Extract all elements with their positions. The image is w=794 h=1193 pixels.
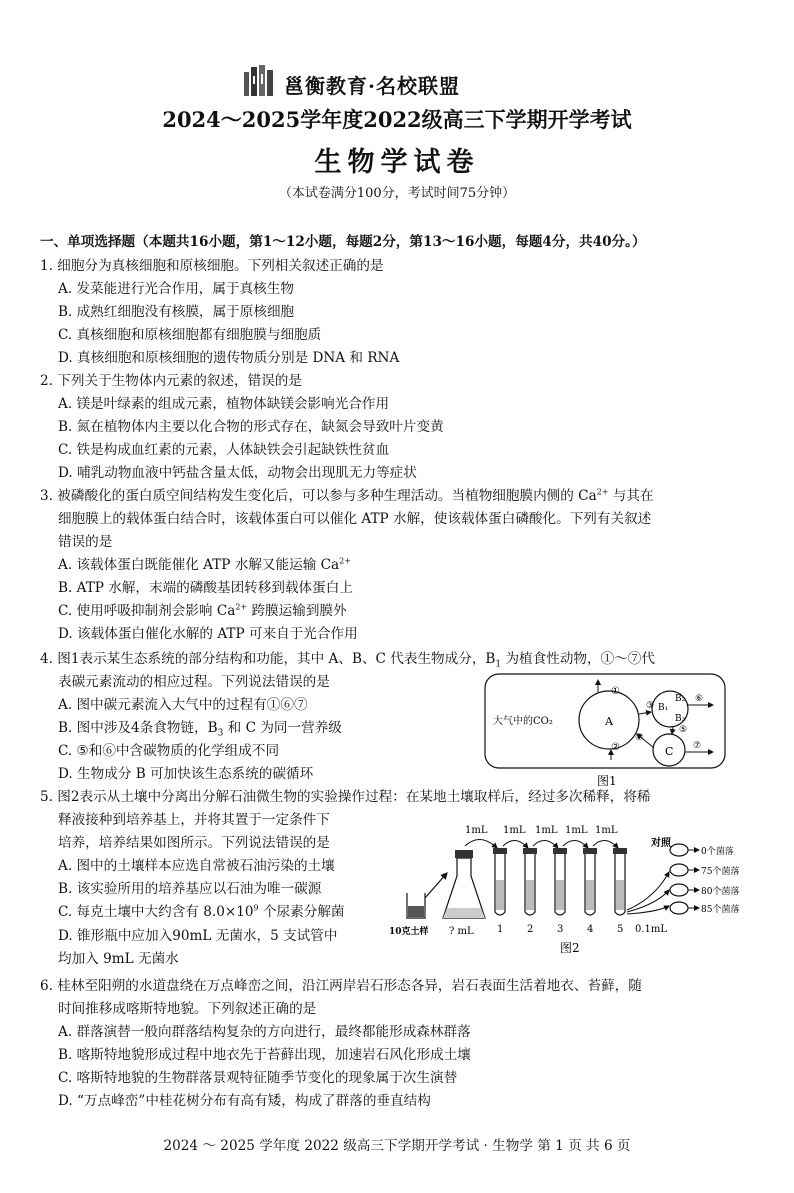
q2-option-d: D. 哺乳动物血液中钙盐含量太低，动物会出现肌无力等症状 [58,465,417,481]
fig2-tube-label-2: 2 [527,924,534,935]
fig2-tube-4 [583,848,597,915]
q3-option-a: A. 该载体蛋白既能催化 ATP 水解又能运输 $Ca^{2+}$ [58,556,351,573]
fig2-flask-volume: ? mL [449,926,474,937]
q3-stem-line1: 3. 被磷酸化的蛋白质空间结构发生变化后，可以参与多种生理活动。当植物细胞膜内侧的 $Ca^{2+}$ 与其在 [40,487,654,504]
fig2-tube-label-1: 1 [497,924,504,935]
fig2-vol-2: 1mL [503,825,526,836]
fig2-plate-control [670,844,688,856]
exam-title: 2024～2025学年度2022级高三下学期开学考试 [162,107,632,132]
q4-option-b: B. 图中涉及4条食物链，$B_3$ 和 C 为同一营养级 [58,720,342,739]
fig2-tube-2 [523,848,537,915]
fig1-label-c: C [665,745,674,758]
q4-option-a: A. 图中碳元素流入大气中的过程有①⑥⑦ [58,697,308,713]
q6-option-d: D. “万点峰峦”中桂花树分布有高有矮，构成了群落的垂直结构 [58,1093,431,1109]
q2-stem: 2. 下列关于生物体内元素的叙述，错误的是 [40,373,302,389]
alliance-logo-icon [242,64,278,98]
fig2-tube-3 [553,848,567,915]
q5-option-d-line2: 均加入 9mL 无菌水 [58,951,179,967]
exam-note: （本试卷满分100分，考试时间75分钟） [278,186,516,201]
q5-option-a: A. 图中的土壤样本应选自常被石油污染的土壤 [58,858,335,874]
q5-stem-line2: 释液接种到培养基上，并将其置于一定条件下 [58,812,330,828]
fig2-tube-5 [613,848,627,915]
fig2-plate-volume: 0.1mL [635,924,668,935]
page-footer: 2024 ～ 2025 学年度 2022 级高三下学期开学考试 · 生物学 第 1 页 共 6 页 [163,1138,631,1154]
q3-stem-line3: 错误的是 [58,534,113,550]
figure-1-carbon-cycle-diagram [483,672,728,790]
fig1-air-label: 大气中的CO₂ [493,716,553,727]
figure-2-dilution-diagram [385,818,760,958]
q6-option-a: A. 群落演替一般向群落结构复杂的方向进行，最终都能形成森林群落 [58,1024,471,1040]
fig1-label-b1: B₁ [658,703,669,713]
q5-option-d-line1: D. 锥形瓶中应加入90mL 无菌水，5 支试管中 [58,928,338,944]
fig2-colony-control: 0个菌落 [701,847,734,857]
fig2-vol-3: 1mL [535,825,558,836]
fig2-tube-label-3: 3 [557,924,564,935]
q3-option-d: D. 该载体蛋白催化水解的 ATP 可来自于光合作用 [58,626,358,642]
fig2-tube-label-5: 5 [617,924,624,935]
q1-option-b: B. 成熟红细胞没有核膜，属于原核细胞 [58,304,295,320]
fig1-process-6: ⑥ [695,694,704,704]
fig1-label-b2: B₂ [675,694,686,704]
fig2-colony-3: 85个菌落 [701,905,740,915]
q1-option-d: D. 真核细胞和原核细胞的遗传物质分别是 DNA 和 RNA [58,350,400,366]
q2-option-b: B. 氮在植物体内主要以化合物的形式存在，缺氮会导致叶片变黄 [58,419,444,435]
q2-option-c: C. 铁是构成血红素的元素，人体缺铁会引起缺铁性贫血 [58,442,390,458]
q3-option-b: B. ATP 水解，末端的磷酸基团转移到载体蛋白上 [58,580,353,596]
fig2-vol-5: 1mL [595,825,618,836]
fig2-plate-2 [670,884,688,896]
q4-option-c: C. ⑤和⑥中含碳物质的化学组成不同 [58,743,280,759]
fig2-plate-3 [670,902,688,914]
q6-option-b: B. 喀斯特地貌形成过程中地衣先于苔藓出现，加速岩石风化形成土壤 [58,1047,471,1063]
fig2-soil-label: 10克土样 [389,927,429,937]
q6-stem-line2: 时间推移成喀斯特地貌。下列叙述正确的是 [58,1001,317,1017]
fig2-colony-2: 80个菌落 [701,887,740,897]
fig1-caption: 图1 [597,774,617,788]
fig1-process-2: ② [611,742,620,753]
brand-name: 邕衡教育·名校联盟 [284,74,460,98]
q1-stem: 1. 细胞分为真核细胞和原核细胞。下列相关叙述正确的是 [40,258,384,274]
fig1-process-7: ⑦ [693,741,702,751]
q5-option-b: B. 该实验所用的培养基应以石油为唯一碳源 [58,881,322,897]
fig2-plate-1 [670,864,688,876]
q5-option-c: C. 每克土壤中大约含有 $8.0\times 10^9$ 个尿素分解菌 [58,903,345,920]
fig1-process-4: ④ [635,733,644,743]
q5-stem-line3: 培养，培养结果如图所示。下列说法错误的是 [58,835,330,851]
q1-option-c: C. 真核细胞和原核细胞都有细胞膜与细胞质 [58,327,322,343]
fig1-label-b3: B₃ [675,714,686,724]
q3-stem-line2: 细胞膜上的载体蛋白结合时，该载体蛋白可以催化 ATP 水解，使该载体蛋白磷酸化。下列有关叙述 [58,511,652,527]
fig2-control-label: 对照 [651,838,671,849]
fig2-vol-4: 1mL [565,825,588,836]
q5-stem-line1: 5. 图2表示从土壤中分离出分解石油微生物的实验操作过程：在某地土壤取样后，经过多次稀释，将稀 [40,789,651,805]
q6-stem-line1: 6. 桂林至阳朔的水道盘绕在万点峰峦之间，沿江两岸岩石形态各异，岩石表面生活着地衣、苔藓，随 [40,978,642,994]
fig1-process-3: ③ [646,701,655,711]
q4-stem-line2: 表碳元素流动的相应过程。下列说法错误的是 [58,674,330,690]
fig2-vol-1: 1mL [465,825,488,836]
q6-option-c: C. 喀斯特地貌的生物群落景观特征随季节变化的现象属于次生演替 [58,1070,458,1086]
q3-option-c: C. 使用呼吸抑制剂会影响 $Ca^{2+}$ 跨膜运输到膜外 [58,602,347,619]
fig1-process-5: ⑤ [679,725,688,735]
q4-option-d: D. 生物成分 B 可加快该生态系统的碳循环 [58,766,314,782]
fig2-tube-1 [493,848,507,915]
q2-option-a: A. 镁是叶绿素的组成元素，植物体缺镁会影响光合作用 [58,396,390,412]
fig2-tube-label-4: 4 [587,924,594,935]
q1-option-a: A. 发菜能进行光合作用，属于真核生物 [58,281,294,297]
section-heading: 一、单项选择题（本题共16小题，第1～12小题，每题2分，第13～16小题，每题4分，共40分。） [40,234,646,250]
fig1-label-a: A [605,715,613,728]
fig1-process-1: ① [611,686,620,697]
fig2-colony-1: 75个菌落 [701,867,740,877]
subject-title: 生物学试卷 [314,147,480,178]
fig2-caption: 图2 [560,941,580,955]
q4-stem-line1: 4. 图1表示某生态系统的部分结构和功能，其中 A、B、C 代表生物成分，$B_1$ 为植食性动物，①～⑦代 [40,651,655,670]
